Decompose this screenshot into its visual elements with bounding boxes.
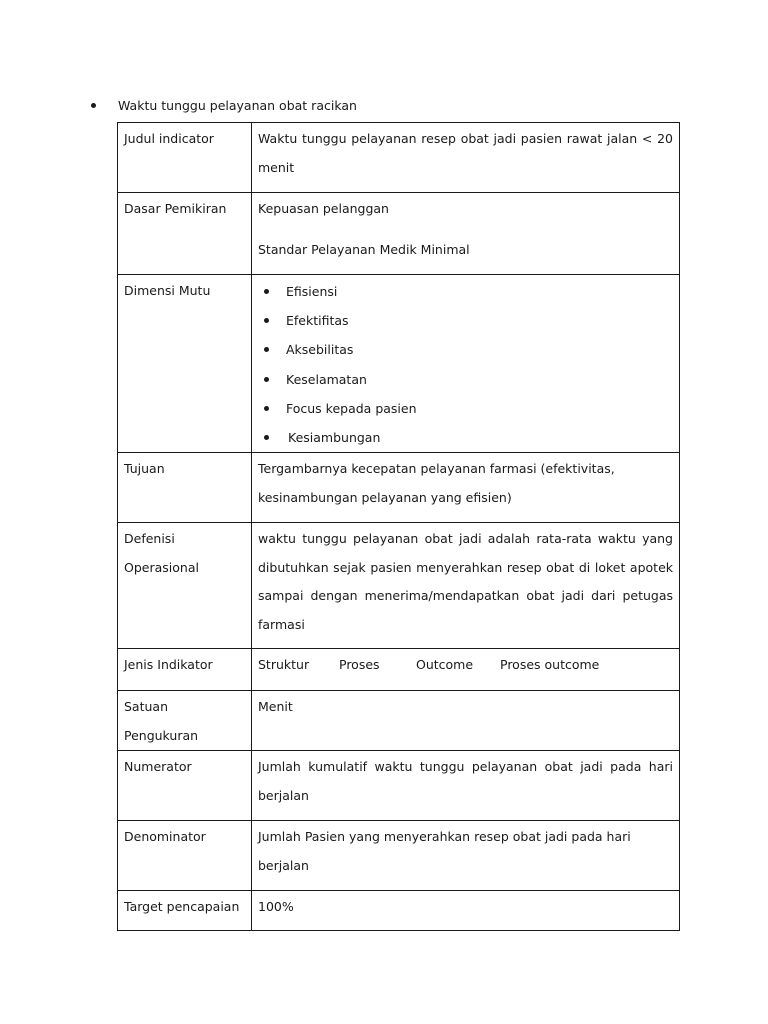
row-label: Dimensi Mutu — [118, 275, 252, 453]
label-line: Operasional — [124, 559, 199, 575]
table-row — [118, 649, 680, 691]
row-label: Tujuan — [118, 453, 252, 523]
section-heading — [88, 95, 357, 115]
indicator-types — [258, 651, 673, 680]
value-line: Jumlah Pasien yang menyerahkan resep obat jadi pada hari — [258, 829, 631, 845]
type-option: Outcome — [416, 657, 474, 673]
row-label: Jenis Indikator — [118, 649, 252, 691]
list-item: Efektifitas — [258, 306, 673, 335]
row-value: Jumlah kumulatif waktu tunggu pelayanan obat jadi pada hari berjalan — [252, 751, 680, 821]
table-row — [118, 193, 680, 275]
row-label: Target pencapaian — [118, 891, 252, 931]
row-label: Dasar Pemikiran — [118, 193, 252, 275]
heading-text: Waktu tunggu pelayanan obat racikan — [118, 97, 357, 113]
list-item: Aksebilitas — [258, 335, 673, 364]
row-label: Judul indicator — [118, 123, 252, 193]
list-item: Kesiambungan — [258, 423, 673, 452]
row-label — [118, 523, 252, 649]
table-row — [118, 821, 680, 891]
list-item: Efisiensi — [258, 277, 673, 306]
value-line: berjalan — [258, 857, 309, 873]
row-label: Numerator — [118, 751, 252, 821]
row-label: Denominator — [118, 821, 252, 891]
table-row — [118, 891, 680, 931]
table-row — [118, 751, 680, 821]
row-value: 100% — [252, 891, 680, 931]
row-value — [252, 821, 680, 891]
table-row — [118, 123, 680, 193]
row-value — [252, 649, 680, 691]
type-option: Struktur — [258, 657, 310, 673]
list-item: Focus kepada pasien — [258, 394, 673, 423]
table-row — [118, 691, 680, 751]
label-line: Defenisi — [124, 531, 175, 547]
type-option: Proses outcome — [500, 657, 600, 673]
indicator-table — [117, 122, 680, 931]
list-item: Keselamatan — [258, 365, 673, 394]
row-value: Tergambarnya kecepatan pelayanan farmasi (efektivitas, kesinambungan pelayanan yang efisien) — [252, 453, 680, 523]
row-label: Satuan Pengukuran — [118, 691, 252, 751]
row-value — [252, 193, 680, 275]
value-line: Standar Pelayanan Medik Minimal — [258, 241, 470, 257]
row-value: waktu tunggu pelayanan obat jadi adalah rata-rata waktu yang dibutuhkan sejak pasien menyerahkan resep obat di loket apotek sampai dengan menerima/mendapatkan obat jadi dari petugas farmasi — [252, 523, 680, 649]
table-row — [118, 453, 680, 523]
row-value: Menit — [252, 691, 680, 751]
bullet-icon — [91, 103, 96, 108]
row-value — [252, 275, 680, 453]
dimension-list — [258, 277, 673, 452]
value-line: Kepuasan pelanggan — [258, 201, 389, 216]
type-option: Proses — [339, 657, 380, 673]
table-row — [118, 275, 680, 453]
row-value: Waktu tunggu pelayanan resep obat jadi pasien rawat jalan < 20 menit — [252, 123, 680, 193]
table-row — [118, 523, 680, 649]
